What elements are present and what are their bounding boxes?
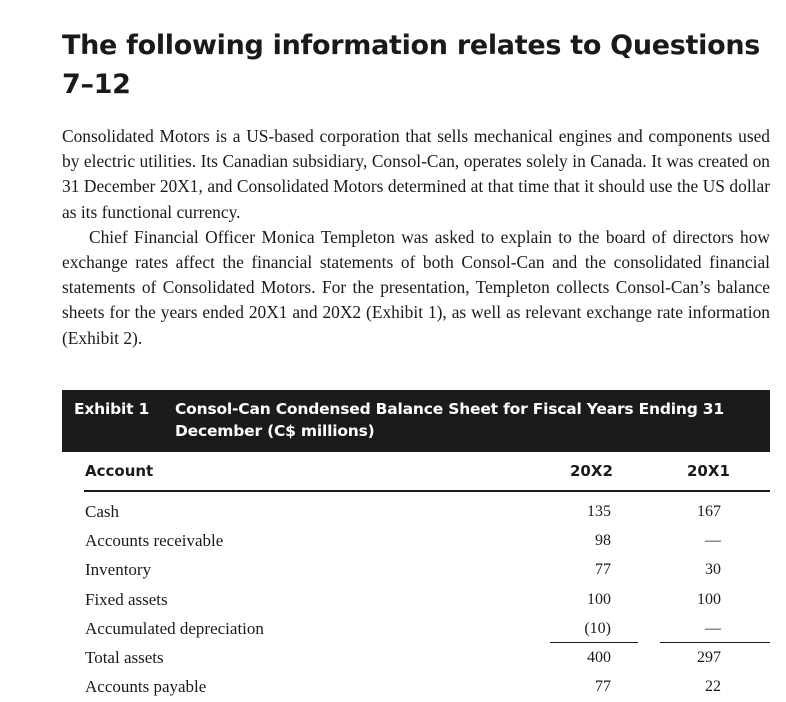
- cell-fixed-assets-20x1: 100: [697, 591, 721, 608]
- row-label-total-assets: Total assets: [85, 648, 164, 667]
- exhibit-title: Consol-Can Condensed Balance Sheet for Fiscal Years Ending 31 December (C$ millions): [175, 400, 724, 440]
- cell-accounts-payable-20x1: 22: [705, 678, 721, 695]
- body-text: [62, 124, 770, 351]
- row-label-accumulated-depreciation: Accumulated depreciation: [85, 619, 264, 638]
- cell-accounts-receivable-20x2: 98: [595, 532, 611, 549]
- exhibit-header: [62, 390, 770, 452]
- row-label-cash: Cash: [85, 502, 119, 521]
- column-header-account: Account: [85, 462, 154, 480]
- row-label-accounts-receivable: Accounts receivable: [85, 531, 224, 550]
- exhibit-label: Exhibit 1: [74, 400, 150, 418]
- section-heading: The following information relates to Questions 7–12: [62, 30, 761, 100]
- row-label-fixed-assets: Fixed assets: [85, 590, 168, 609]
- header-rule: [84, 490, 770, 492]
- cell-inventory-20x1: 30: [705, 561, 721, 578]
- column-header-20x1: 20X1: [687, 462, 730, 480]
- row-label-accounts-payable: Accounts payable: [85, 677, 207, 696]
- cell-accounts-payable-20x2: 77: [595, 678, 611, 695]
- subtotal-rule-20x2: [550, 642, 638, 643]
- subtotal-rule-20x1: [660, 642, 770, 643]
- column-header-20x2: 20X2: [570, 462, 613, 480]
- cell-accounts-receivable-20x1: —: [705, 532, 721, 549]
- cell-fixed-assets-20x2: 100: [587, 591, 611, 608]
- cell-inventory-20x2: 77: [595, 561, 611, 578]
- cell-accumulated-depreciation-20x1: —: [705, 620, 721, 637]
- cell-cash-20x1: 167: [697, 503, 721, 520]
- paragraph-1: Consolidated Motors is a US-based corporation that sells mechanical engines and components used by electric utilities. Its Canadian subsidiary, Consol-Can, operates solely in Canada. It was created on 31 December 20X1, and Consolidated Motors determined at that time that it should use the US dollar as its functional currency.: [62, 126, 770, 222]
- cell-cash-20x2: 135: [587, 503, 611, 520]
- cell-total-assets-20x2: 400: [587, 649, 611, 666]
- cell-total-assets-20x1: 297: [697, 649, 721, 666]
- row-label-inventory: Inventory: [85, 560, 152, 579]
- cell-accumulated-depreciation-20x2: (10): [584, 620, 611, 637]
- paragraph-2: Chief Financial Officer Monica Templeton was asked to explain to the board of directors how exchange rates affect the financial statements of both Consol-Can and the consolidated financial statements of Consolidated Motors. For the presentation, Templeton collects Consol-Can’s balance sheets for the years ended 20X1 and 20X2 (Exhibit 1), as well as relevant exchange rate information (Exhibit 2).: [62, 226, 770, 348]
